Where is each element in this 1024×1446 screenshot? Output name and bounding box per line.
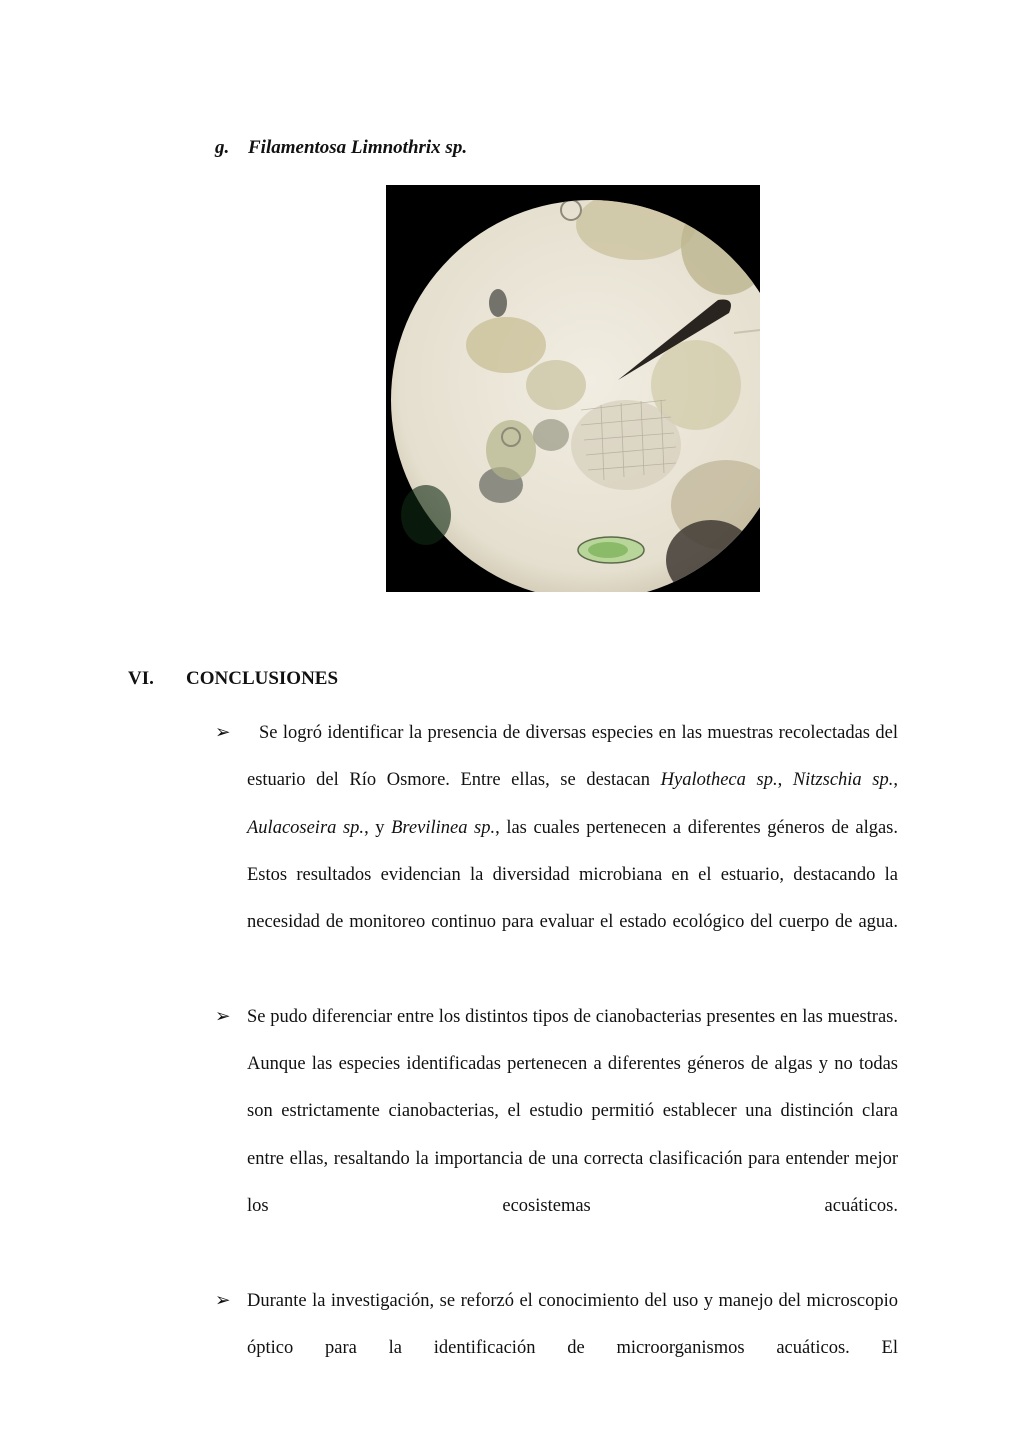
list-item: [215, 1278, 898, 1420]
bullet-text-segment: ,: [777, 770, 793, 791]
species-name: Aulacoseira sp.: [247, 817, 365, 838]
bullet-text: Durante la investigación, se reforzó el conocimiento del uso y manejo del microscopio óptico para la identificación de microorganismos acuáticos. El: [247, 1290, 898, 1358]
bullet-text-segment: Se logró identificar la presencia de diversas especies en las muestras recolectadas del estuario del Río Osmore. Entre ellas, se destacan: [247, 723, 898, 791]
bullet-text-segment: , las cuales pertenecen a diferentes géneros de algas. Estos resultados evidencian la diversidad microbiana en el estuario, destacando la necesidad de monitoreo continuo para evaluar el estado ecológico del cuerpo de agua.: [247, 817, 899, 933]
list-item: [215, 710, 898, 994]
bullet-arrow-icon: ➢: [215, 723, 231, 743]
bullet-text-segment: , y: [364, 817, 392, 838]
bullet-arrow-icon: ➢: [215, 1290, 231, 1311]
figure-letter: g.: [215, 137, 230, 158]
species-name: Hyalotheca sp.: [660, 770, 778, 791]
figure-title: Filamentosa Limnothrix sp.: [248, 137, 468, 158]
section-number: VI.: [128, 668, 154, 689]
micrograph-illustration: [386, 185, 760, 592]
bullet-text: [247, 710, 898, 994]
species-name: Brevilinea sp.: [391, 817, 496, 838]
microscope-image: [386, 185, 760, 592]
bullet-arrow-icon: ➢: [215, 1006, 231, 1027]
figure-heading: [215, 137, 467, 159]
conclusions-list: [215, 710, 898, 1419]
section-heading: [128, 668, 338, 690]
species-name: Nitzschia sp.: [792, 770, 894, 791]
bullet-text: Se pudo diferenciar entre los distintos tipos de cianobacterias presentes en las muestras. Aunque las especies identificadas pertenecen a diferentes géneros de algas y no todas son estrictamente cianobacterias, el estudio permitió establecer una distinción clara entre ellas, resaltando la importancia de una correcta clasificación para entender mejor los ecosistemas acuáticos.: [247, 1006, 898, 1216]
bullet-text-segment: ,: [893, 770, 898, 791]
section-title: CONCLUSIONES: [186, 668, 339, 689]
list-item: [215, 994, 898, 1278]
